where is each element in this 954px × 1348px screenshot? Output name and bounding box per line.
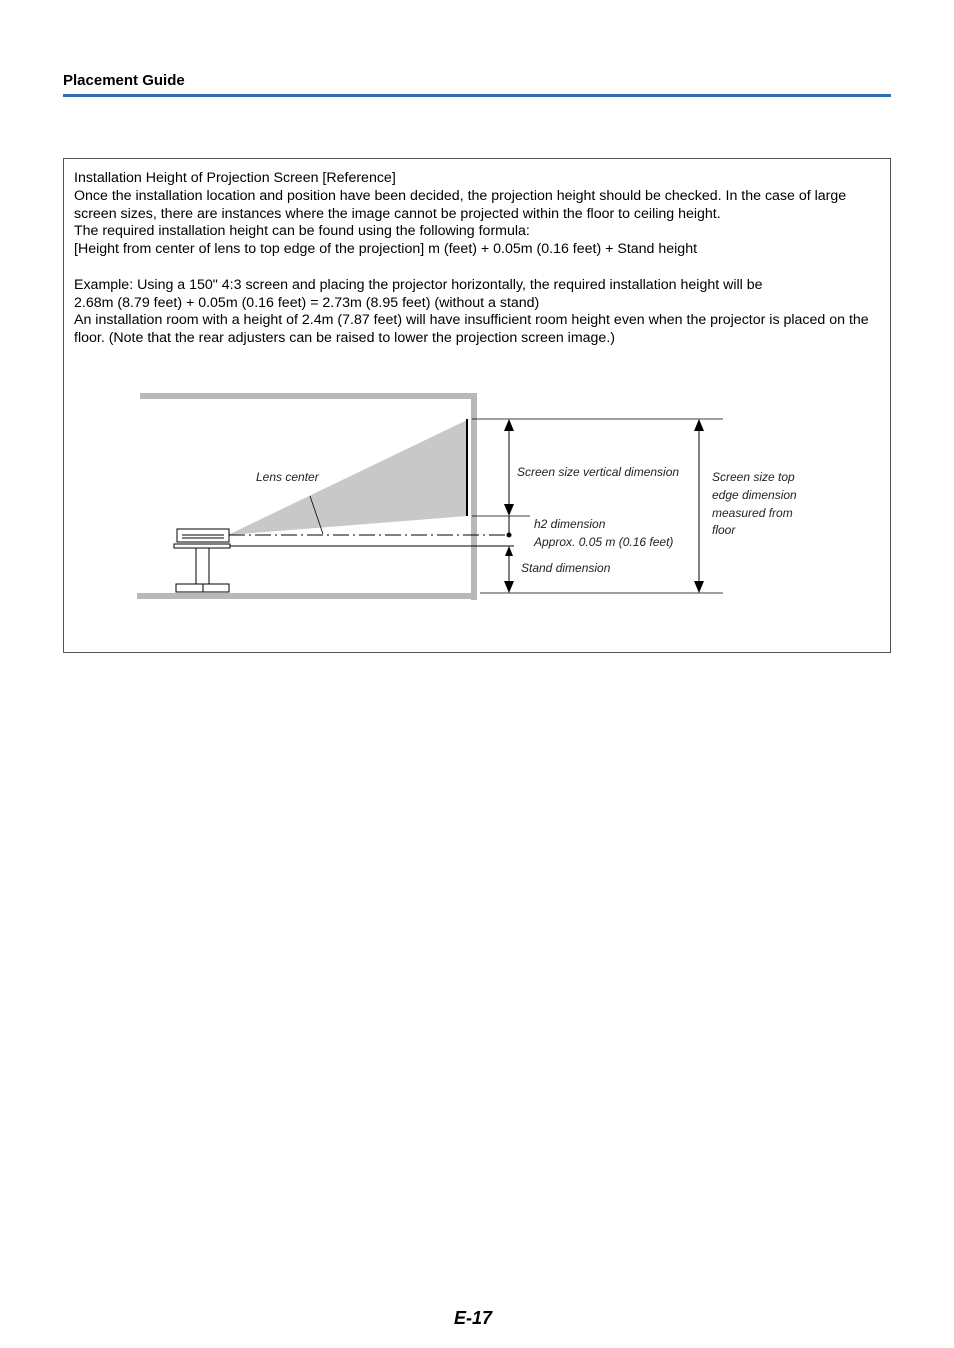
stand-arrow	[504, 555, 514, 593]
example-note: An installation room with a height of 2.4m (7.87 feet) will have insufficient room height even when the projector is placed on the floor. (Note that the rear adjusters can be raised to lower the projection screen image.)	[74, 312, 869, 347]
top-edge-label-4: floor	[712, 523, 736, 537]
formula-intro: The required installation height can be found using the following formula:	[74, 223, 530, 240]
page-number: E-17	[454, 1308, 493, 1328]
approx-label: Approx. 0.05 m (0.16 feet)	[534, 535, 674, 549]
reference-box	[63, 158, 891, 653]
reference-intro: Once the installation location and position have been decided, the projection height should be checked. In the case of large screen sizes, there are instances where the image cannot be projected within the floor to ceiling height.	[74, 187, 847, 222]
example-line-1: Example: Using a 150" 4:3 screen and placing the projector horizontally, the required installation height will be	[74, 276, 763, 293]
example-line-2: 2.68m (8.79 feet) + 0.05m (0.16 feet) = 2.73m (8.95 feet) (without a stand)	[74, 294, 540, 311]
reference-heading: Installation Height of Projection Screen [Reference]	[74, 170, 396, 186]
lens-center-label: Lens center	[256, 470, 319, 484]
top-edge-arrow	[694, 419, 704, 593]
stand-label: Stand dimension	[521, 561, 611, 575]
header-rule	[63, 94, 891, 97]
projector-on-stand	[174, 529, 230, 592]
installation-height-diagram	[64, 159, 890, 652]
screen-vertical-arrow	[504, 419, 514, 516]
section-title: Placement Guide	[63, 72, 185, 89]
screen-vertical-label: Screen size vertical dimension	[517, 465, 680, 479]
formula: [Height from center of lens to top edge of the projection] m (feet) + 0.05m (0.16 feet) + Stand height	[74, 241, 698, 258]
top-edge-label-2: edge dimension	[712, 488, 797, 502]
top-edge-label-3: measured from	[712, 506, 793, 520]
h2-label: h2 dimension	[534, 517, 606, 531]
top-edge-label-1: Screen size top	[712, 470, 795, 484]
h2-arrow	[505, 516, 513, 556]
